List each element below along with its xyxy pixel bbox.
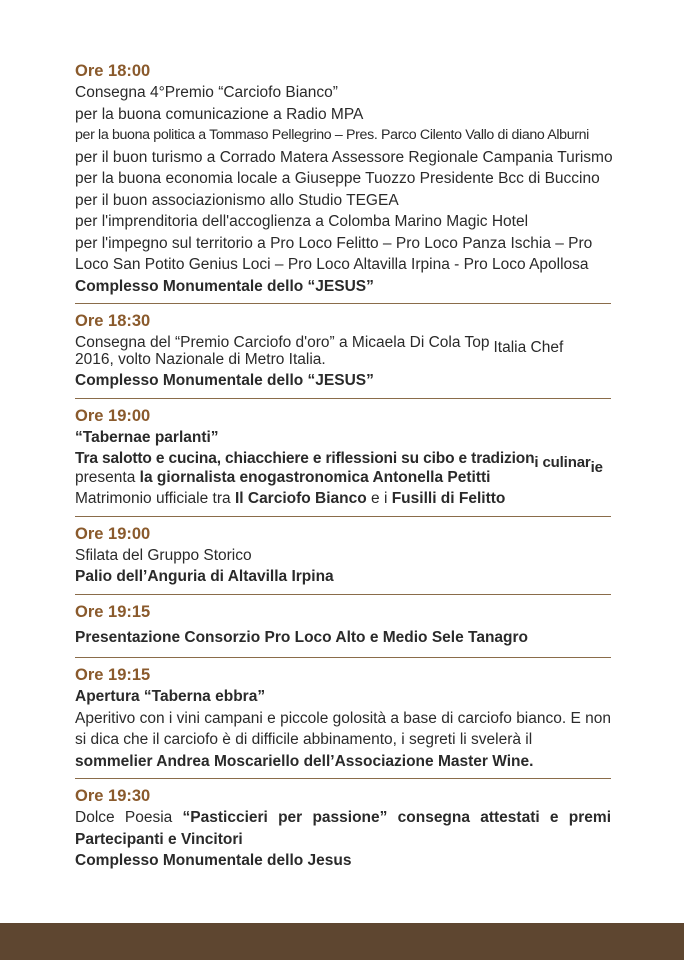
- footer-bar: [0, 923, 684, 960]
- event-line: Presentazione Consorzio Pro Loco Alto e Medio Sele Tanagro: [75, 628, 529, 646]
- separator: [75, 516, 611, 517]
- event-line: [75, 488, 611, 510]
- separator: [75, 657, 611, 658]
- event-line-text: la giornalista enogastronomica Antonella Petitti: [139, 468, 491, 486]
- event-schedule: [75, 60, 611, 872]
- event-venue: Complesso Monumentale dello “JESUS”: [75, 372, 374, 389]
- separator: [75, 594, 611, 595]
- event-line-text: e i: [366, 490, 392, 507]
- event-title: Apertura “Taberna ebbra”: [75, 688, 266, 705]
- event-venue: Complesso Monumentale dello Jesus: [75, 852, 352, 869]
- separator: [75, 398, 611, 399]
- event-line: Palio dell’Anguria di Altavilla Irpina: [75, 568, 334, 585]
- event-line: per la buona politica a Tommaso Pellegrino – Pres. Parco Cilento Vallo di diano Alburni: [75, 127, 589, 143]
- event-line: Loco San Potito Genius Loci – Pro Loco Altavilla Irpina - Pro Loco Apollosa: [75, 256, 589, 273]
- event-line-text: Consegna del “Premio Carciofo d'oro” a Micaela Di Cola Top: [75, 334, 490, 351]
- event-line: per la buona economia locale a Giuseppe Tuozzo Presidente Bcc di Buccino: [75, 170, 600, 187]
- event-line-text: “Pasticcieri per passione” consegna attestati e premi Partecipanti e Vincitori: [75, 809, 612, 848]
- event-line: per la buona comunicazione a Radio MPA: [75, 105, 364, 123]
- event-line-tail: Italia Chef: [493, 339, 564, 356]
- event-time: Ore 19:15: [75, 602, 151, 621]
- event-line-text: presenta: [75, 468, 140, 486]
- event-paragraph: [75, 807, 611, 850]
- separator: [75, 303, 611, 304]
- event-time: Ore 18:30: [75, 312, 151, 330]
- event-1915-consorzio: [75, 601, 611, 649]
- event-line: Sfilata del Gruppo Storico: [75, 546, 252, 564]
- event-line: per il buon associazionismo allo Studio TEGEA: [75, 191, 399, 209]
- event-line-text: Matrimonio ufficiale tra: [75, 490, 235, 507]
- event-time: Ore 19:00: [75, 406, 151, 425]
- event-1900-sfilata: [75, 523, 611, 588]
- event-line-tail: i culinar: [534, 454, 591, 471]
- event-line-text: Tra salotto e cucina, chiacchiere e riflessioni su cibo e tradizion: [75, 450, 535, 467]
- event-venue: Complesso Monumentale dello “JESUS”: [75, 277, 374, 295]
- event-line-tail: ie: [590, 459, 603, 476]
- event-time: Ore 19:30: [75, 787, 151, 805]
- event-title: “Tabernae parlanti”: [75, 428, 219, 446]
- event-line: [75, 467, 611, 489]
- event-line: per l'impegno sul territorio a Pro Loco Felitto – Pro Loco Panza Ischia – Pro: [75, 234, 593, 252]
- event-line: per il buon turismo a Corrado Matera Assessore Regionale Campania Turismo: [75, 148, 613, 166]
- event-line-text: Dolce Poesia: [75, 809, 183, 826]
- event-line-text: Il Carciofo Bianco: [234, 490, 367, 507]
- separator: [75, 778, 611, 779]
- event-line: 2016, volto Nazionale di Metro Italia.: [75, 350, 326, 368]
- event-line-text: Fusilli di Felitto: [391, 490, 506, 507]
- event-line: sommelier Andrea Moscariello dell’Associazione Master Wine.: [75, 752, 534, 770]
- event-time: Ore 19:15: [75, 666, 151, 684]
- event-1900-tabernae: [75, 405, 611, 510]
- event-line: Consegna 4°Premio “Carciofo Bianco”: [75, 84, 338, 101]
- event-time: Ore 18:00: [75, 62, 151, 80]
- event-1830: [75, 310, 611, 392]
- event-1800: [75, 60, 611, 297]
- event-paragraph: Aperitivo con i vini campani e piccole golosità a base di carciofo bianco. E non si dica che il carciofo è di difficile abbinamento, i segreti li svelerà il: [75, 709, 611, 748]
- event-1930: [75, 785, 611, 872]
- event-line: per l'imprenditoria dell'accoglienza a Colomba Marino Magic Hotel: [75, 213, 529, 230]
- event-time: Ore 19:00: [75, 524, 151, 543]
- event-1915-taberna: [75, 664, 611, 772]
